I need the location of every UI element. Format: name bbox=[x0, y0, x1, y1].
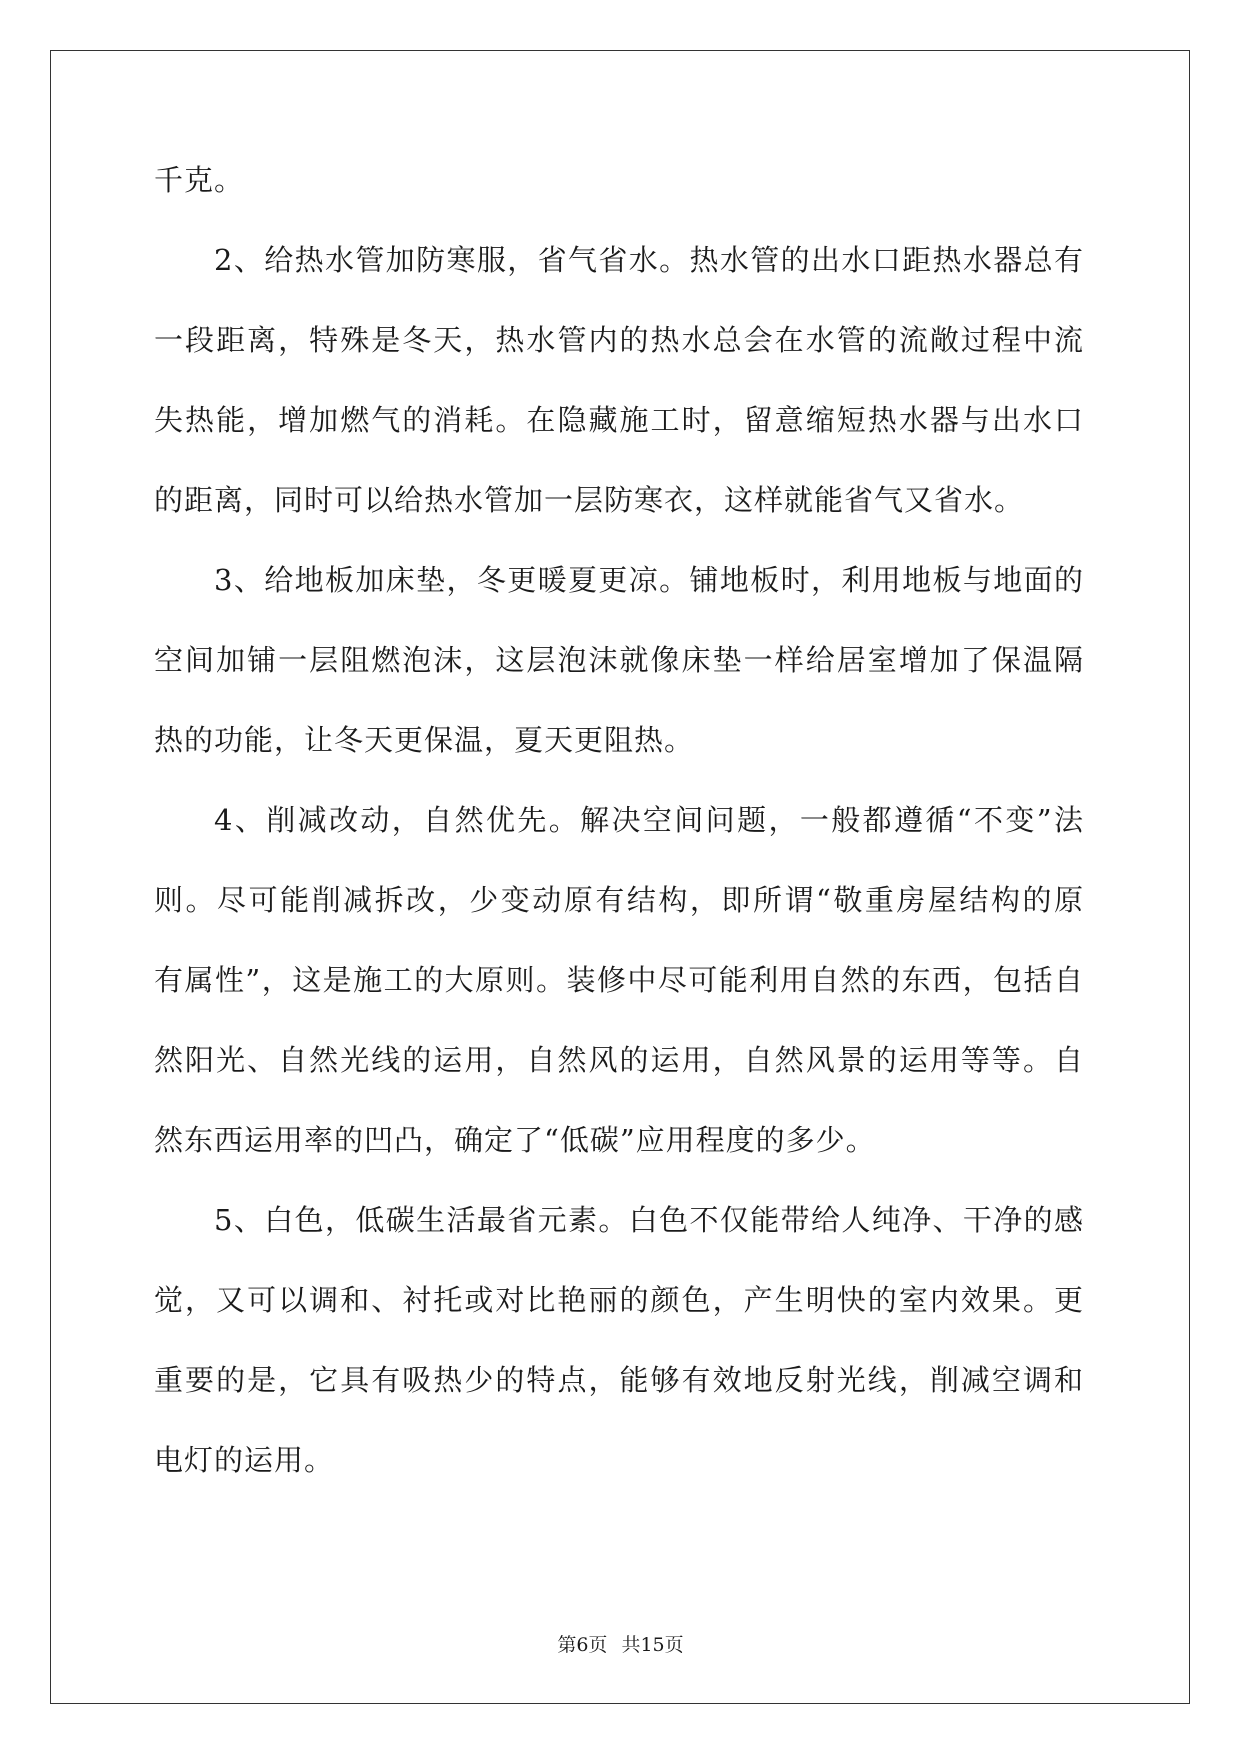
text-line: 失热能，增加燃气的消耗。在隐藏施工时，留意缩短热水器与出水口 bbox=[154, 403, 1084, 437]
text-line: 一段距离，特殊是冬天，热水管内的热水总会在水管的流敞过程中流 bbox=[154, 323, 1084, 357]
text-line: 的距离，同时可以给热水管加一层防寒衣，这样就能省气又省水。 bbox=[154, 483, 1025, 517]
text-line: 然阳光、自然光线的运用，自然风的运用，自然风景的运用等等。自 bbox=[154, 1043, 1084, 1077]
text-line: 电灯的运用。 bbox=[154, 1443, 335, 1477]
text-line: 觉，又可以调和、衬托或对比艳丽的颜色，产生明快的室内效果。更 bbox=[154, 1283, 1084, 1317]
document-body bbox=[154, 158, 1084, 1518]
text-line: 则。尽可能削减拆改，少变动原有结构，即所谓“敬重房屋结构的原 bbox=[154, 883, 1084, 917]
text-line: 重要的是，它具有吸热少的特点，能够有效地反射光线，削减空调和 bbox=[154, 1363, 1084, 1397]
paragraph-5-line-1: 5、白色，低碳生活最省元素。白色不仅能带给人纯净、干净的感 bbox=[214, 1203, 1084, 1237]
text-line: 千克。 bbox=[154, 163, 245, 197]
text-line: 空间加铺一层阻燃泡沫，这层泡沫就像床垫一样给居室增加了保温隔 bbox=[154, 643, 1084, 677]
text-line: 热的功能，让冬天更保温，夏天更阻热。 bbox=[154, 723, 695, 757]
page-number: 第6页 bbox=[557, 1634, 608, 1656]
text-line: 有属性”，这是施工的大原则。装修中尽可能利用自然的东西，包括自 bbox=[154, 963, 1084, 997]
paragraph-2-line-1: 2、给热水管加防寒服，省气省水。热水管的出水口距热水器总有 bbox=[214, 243, 1084, 277]
page-footer bbox=[0, 1633, 1241, 1657]
page-total: 共15页 bbox=[621, 1634, 684, 1656]
text-line: 然东西运用率的凹凸，确定了“低碳”应用程度的多少。 bbox=[154, 1123, 876, 1157]
paragraph-4-line-1: 4、削减改动，自然优先。解决空间问题，一般都遵循“不变”法 bbox=[214, 803, 1084, 837]
paragraph-3-line-1: 3、给地板加床垫，冬更暖夏更凉。铺地板时，利用地板与地面的 bbox=[214, 563, 1084, 597]
